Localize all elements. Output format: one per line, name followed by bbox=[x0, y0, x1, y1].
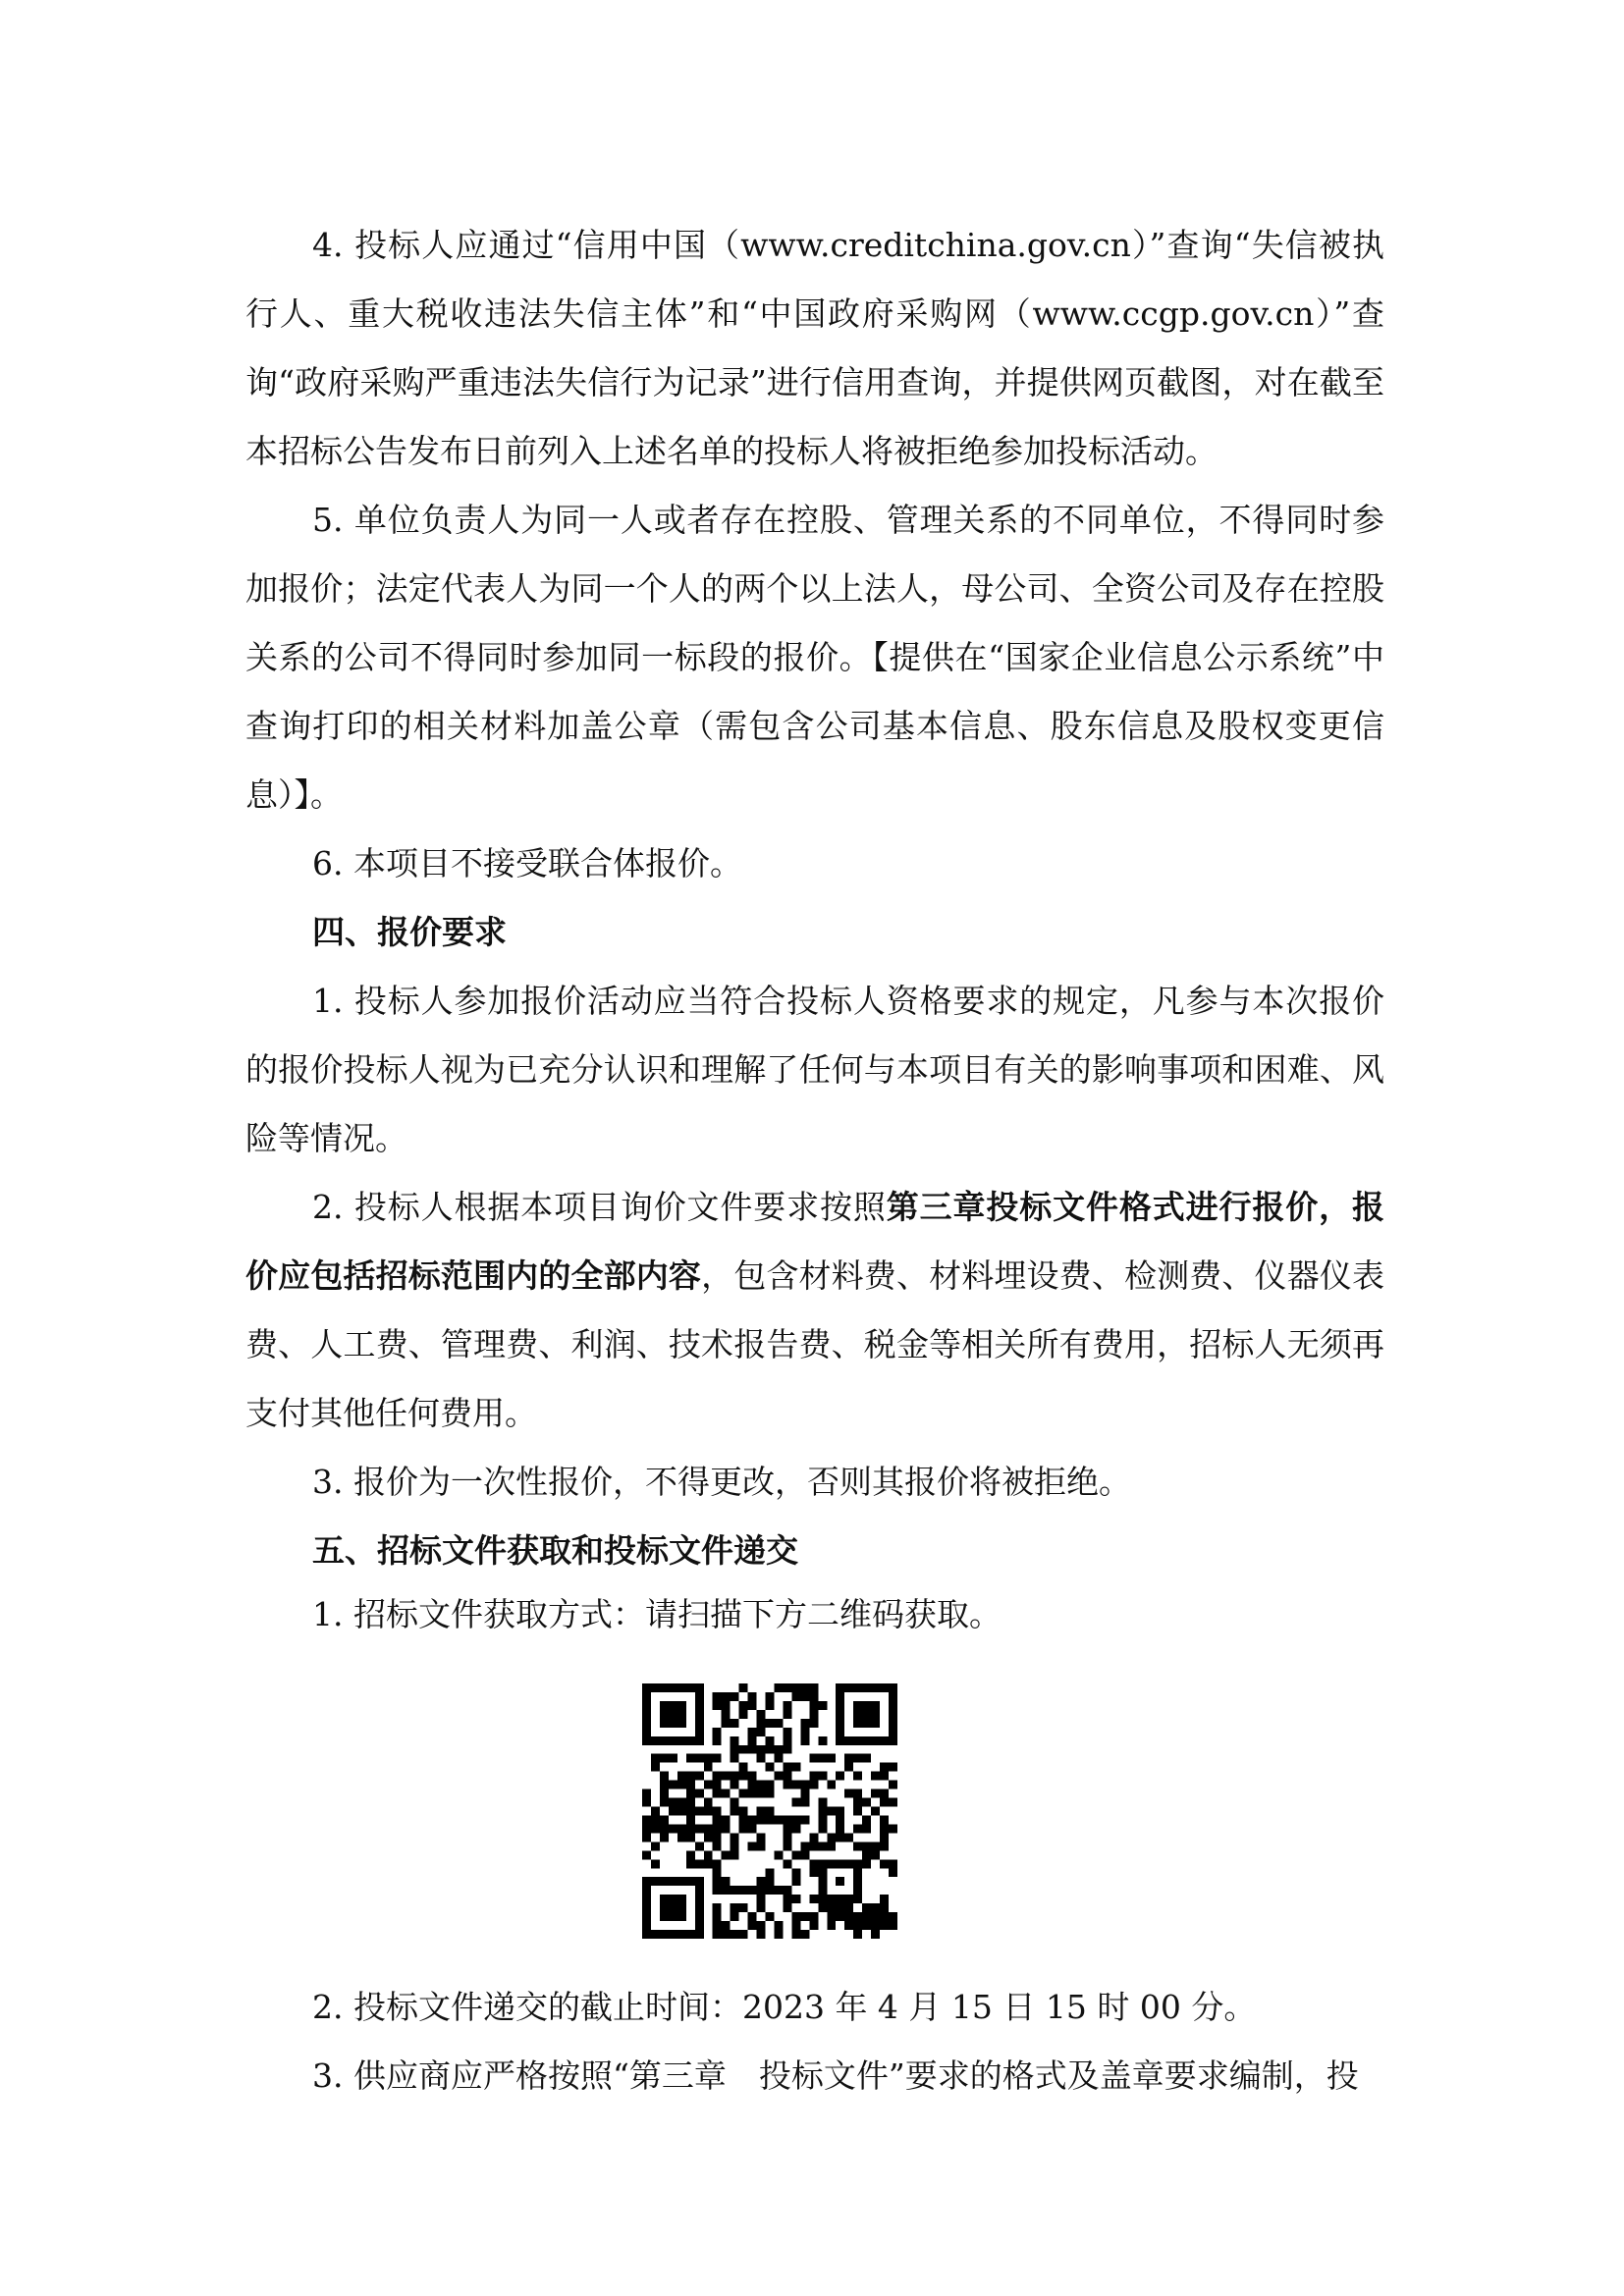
quotation-scope-emphasis: 第三章投标文件格式进行报价，报价应包括招标范围内的全部内容 bbox=[245, 1188, 1384, 1295]
quotation-scope-suffix: ，包含材料费、材料埋设费、检测费、仪器仪表费、人工费、管理费、利润、技术报告费、税金等相关所有费用，招标人无须再支付其他任何费用。 bbox=[245, 1256, 1385, 1432]
paragraph-quotation-eligibility: 1. 投标人参加报价活动应当符合投标人资格要求的规定，凡参与本次报价的报价投标人视为已充分认识和理解了任何与本项目有关的影响事项和困难、风险等情况。 bbox=[245, 982, 1384, 1157]
qr-code-icon bbox=[642, 1683, 897, 1939]
paragraph-deadline: 2. 投标文件递交的截止时间：2023 年 4 月 15 日 15 时 00 分。 bbox=[312, 1988, 1257, 2026]
paragraph-format-requirement: 3. 供应商应严格按照“第三章 投标文件”要求的格式及盖章要求编制，投 bbox=[312, 2056, 1359, 2095]
paragraph-obtain-method: 1. 招标文件获取方式：请扫描下方二维码获取。 bbox=[312, 1595, 1001, 1633]
paragraph-one-time-quote: 3. 报价为一次性报价，不得更改，否则其报价将被拒绝。 bbox=[312, 1463, 1131, 1501]
paragraph-no-consortium: 6. 本项目不接受联合体报价。 bbox=[312, 844, 742, 882]
paragraph-quotation-scope bbox=[245, 1173, 1384, 1448]
section-heading-quotation: 四、报价要求 bbox=[312, 913, 507, 951]
quotation-scope-prefix: 2. 投标人根据本项目询价文件要求按照 bbox=[312, 1188, 887, 1226]
paragraph-credit-check: 4. 投标人应通过“信用中国（www.creditchina.gov.cn）”查询“失信被执行人、重大税收违法失信主体”和“中国政府采购网（www.ccgp.gov.cn）”查询“政府采购严重违法失信行为记录”进行信用查询，并提供网页截图，对在截至本招标公告发布日前列入上述名单的投标人将被拒绝参加投标活动。 bbox=[245, 226, 1384, 470]
section-heading-documents: 五、招标文件获取和投标文件递交 bbox=[312, 1531, 798, 1570]
paragraph-related-units: 5. 单位负责人为同一人或者存在控股、管理关系的不同单位，不得同时参加报价；法定代表人为同一个人的两个以上法人，母公司、全资公司及存在控股关系的公司不得同时参加同一标段的报价。【提供在“国家企业信息公示系统”中查询打印的相关材料加盖公章（需包含公司基本信息、股东信息及股权变更信息）】。 bbox=[245, 501, 1384, 814]
